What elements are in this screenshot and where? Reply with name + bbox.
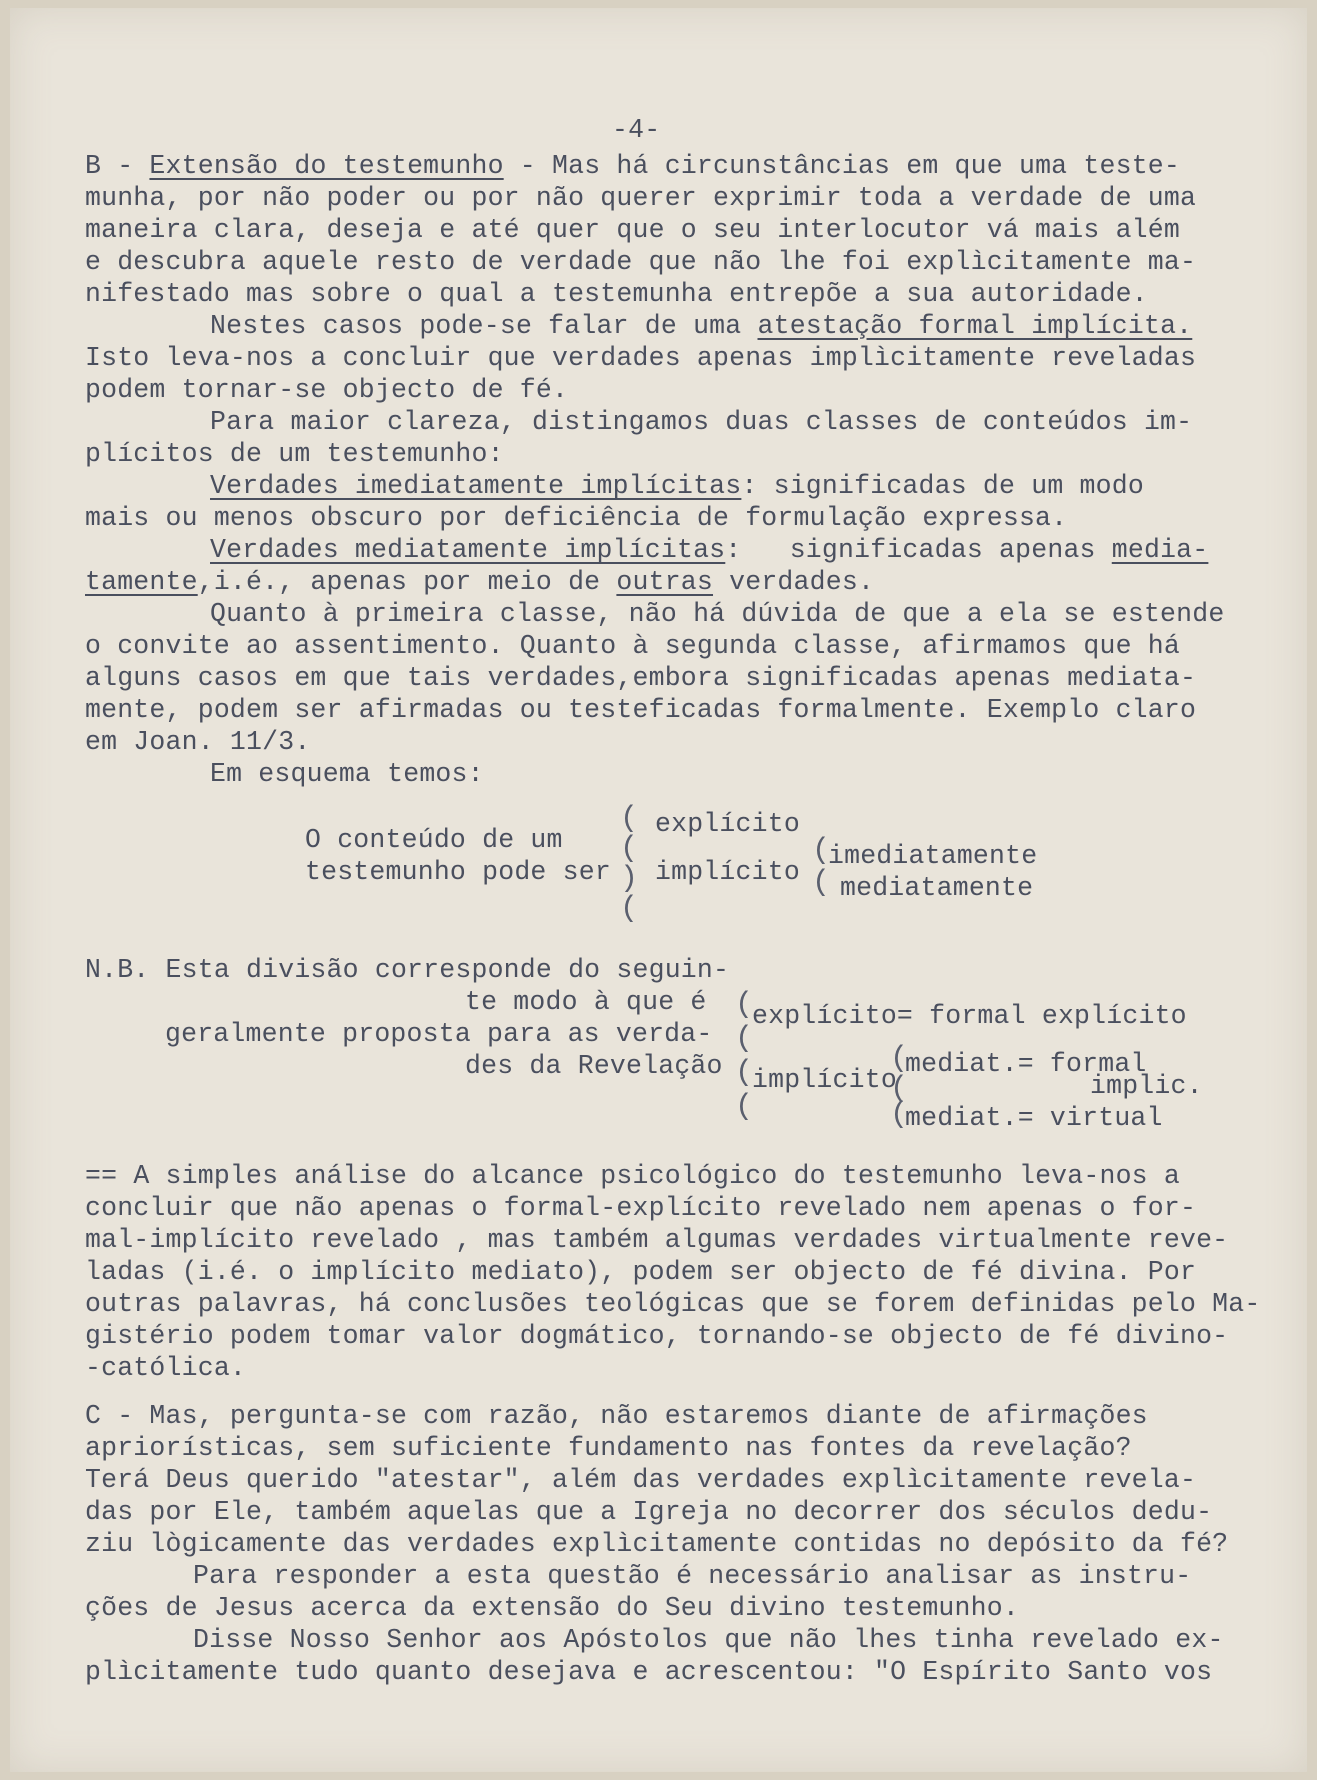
section-c-line: ziu lògicamente das verdades explìcitamente contidas no depósito da fé?: [85, 1529, 1229, 1559]
bracket-paren: (: [735, 1022, 754, 1056]
section-b-line-1-rest: - Mas há circunstâncias em que uma teste-: [503, 151, 1180, 181]
paragraph-line: alguns casos em que tais verdades,embora significadas apenas mediata-: [85, 663, 1197, 693]
schema-branch-implicito: implícito: [655, 857, 800, 887]
section-c-line: Terá Deus querido "atestar", além das verdades explìcitamente revela-: [85, 1465, 1197, 1495]
definition-mediatamente-mid: ,i.é., apenas por meio de: [197, 567, 617, 597]
nb-line-1: N.B. Esta divisão corresponde do seguin-: [85, 955, 730, 985]
nb-right-mediat-formal: mediat.= formal: [905, 1049, 1147, 1079]
conclusion-line: outras palavras, há conclusões teológicas que se forem definidas pelo Ma-: [85, 1289, 1261, 1319]
definition-imediatamente-rest: : significadas de um modo: [741, 471, 1144, 501]
bracket-paren: (: [620, 802, 639, 836]
schema-left-line-2: testemunho pode ser: [305, 857, 611, 887]
section-c-p3-line-1: Disse Nosso Senhor aos Apóstolos que não lhes tinha revelado ex-: [193, 1625, 1224, 1655]
section-c-p2-line-2: ções de Jesus acerca da extensão do Seu divino testemunho.: [85, 1593, 1019, 1623]
nb-right-implicito: implícito: [752, 1065, 897, 1095]
bracket-paren: (: [620, 832, 639, 866]
term-outras: outras: [616, 567, 714, 597]
conclusion-line: -católica.: [85, 1353, 247, 1383]
bracket-paren: (: [735, 1056, 754, 1090]
section-b-line-1: [85, 150, 1180, 182]
section-b-heading: Extensão do testemunho: [149, 151, 504, 181]
conclusion-line: concluir que não apenas o formal-explícito revelado nem apenas o for-: [85, 1193, 1197, 1223]
bracket-paren: (: [812, 866, 831, 900]
bracket-paren: ): [620, 862, 639, 896]
paragraph-line: em Joan. 11/3.: [85, 727, 311, 757]
paragraph-line: Para maior clareza, distingamos duas classes de conteúdos im-: [210, 407, 1193, 437]
term-atestacao-formal-implicita: atestação formal implícita.: [757, 311, 1193, 341]
definition-mediatamente-end: verdades.: [713, 567, 875, 597]
conclusion-line: mal-implícito revelado , mas também algumas verdades virtualmente reve-: [85, 1225, 1229, 1255]
definition-mediatamente-line-2: [85, 566, 874, 598]
nb-line-2: te modo à que é: [465, 987, 707, 1017]
schema-left-line-1: O conteúdo de um: [305, 825, 563, 855]
term-mediatamente-implicitas: Verdades mediatamente implícitas: [210, 535, 726, 565]
section-c-line: das por Ele, também aquelas que a Igreja no decorrer dos séculos dedu-: [85, 1497, 1213, 1527]
section-b-line: nifestado mas sobre o qual a testemunha entrepõe a sua autoridade.: [85, 279, 1148, 309]
schema-intro: Em esquema temos:: [210, 759, 484, 789]
paragraph-atestacao-prefix: Nestes casos pode-se falar de uma: [210, 311, 758, 341]
bracket-paren: (: [735, 988, 754, 1022]
schema-branch-explicito: explícito: [655, 809, 800, 839]
section-b-line: maneira clara, deseja e até quer que o seu interlocutor vá mais além: [85, 215, 1180, 245]
schema-sub-mediatamente: mediatamente: [840, 873, 1034, 903]
conclusion-line: ladas (i.é. o implícito mediato), podem ser objecto de fé divina. Por: [85, 1257, 1197, 1287]
nb-right-explicito: explícito= formal explícito: [752, 1001, 1187, 1031]
section-c-p2-line-1: Para responder a esta questão é necessário analisar as instru-: [193, 1561, 1192, 1591]
conclusion-line: gistério podem tomar valor dogmático, tornando-se objecto de fé divino-: [85, 1321, 1229, 1351]
schema-sub-imediatamente: imediatamente: [828, 841, 1038, 871]
term-media: media-: [1111, 535, 1209, 565]
definition-mediatamente-rest: : significadas apenas: [725, 535, 1112, 565]
paragraph-line: Quanto à primeira classe, não há dúvida de que a ela se estende: [210, 599, 1225, 629]
conclusion-line-1-text: A simples análise do alcance psicológico do testemunho leva-nos a: [117, 1161, 1180, 1191]
term-imediatamente-implicitas: Verdades imediatamente implícitas: [210, 471, 742, 501]
conclusion-line-1: [85, 1160, 1180, 1192]
nb-right-mediat-virtual: mediat.= virtual: [905, 1103, 1163, 1133]
definition-imediatamente: [210, 470, 1144, 502]
nb-line-3: geralmente proposta para as verda-: [165, 1019, 713, 1049]
paragraph-line: mente, podem ser afirmadas ou testeficadas formalmente. Exemplo claro: [85, 695, 1197, 725]
page-number: -4-: [612, 115, 661, 145]
section-b-line: e descubra aquele resto de verdade que não lhe foi explìcitamente ma-: [85, 247, 1197, 277]
paragraph-atestacao: [210, 310, 1192, 342]
section-b-line: munha, por não poder ou por não querer exprimir toda a verdade de uma: [85, 183, 1197, 213]
conclusion-marker: ==: [85, 1161, 118, 1191]
bracket-paren: (: [890, 1042, 909, 1076]
section-c-line: C - Mas, pergunta-se com razão, não estaremos diante de afirmações: [85, 1401, 1148, 1431]
bracket-paren: (: [890, 1072, 909, 1106]
paragraph-line: mais ou menos obscuro por deficiência de formulação expressa.: [85, 503, 1068, 533]
paragraph-line: plícitos de um testemunho:: [85, 439, 504, 469]
nb-line-4: des da Revelação: [465, 1051, 723, 1081]
term-tamente: tamente: [85, 567, 198, 597]
paragraph-line: o convite ao assentimento. Quanto à segunda classe, afirmamos que há: [85, 631, 1180, 661]
section-c-p3-line-2: plìcitamente tudo quanto desejava e acrescentou: "O Espírito Santo vos: [85, 1657, 1213, 1687]
section-c-line: apriorísticas, sem suficiente fundamento nas fontes da revelação?: [85, 1433, 1132, 1463]
definition-mediatamente: [210, 534, 1208, 566]
bracket-paren: (: [735, 1090, 754, 1124]
bracket-paren: (: [620, 892, 639, 926]
paragraph-line: podem tornar-se objecto de fé.: [85, 375, 569, 405]
bracket-paren: (: [812, 834, 831, 868]
section-b-prefix: B -: [85, 151, 150, 181]
nb-right-implic: implic.: [1090, 1071, 1203, 1101]
bracket-paren: (: [890, 1098, 909, 1132]
paragraph-line: Isto leva-nos a concluir que verdades apenas implìcitamente reveladas: [85, 343, 1197, 373]
